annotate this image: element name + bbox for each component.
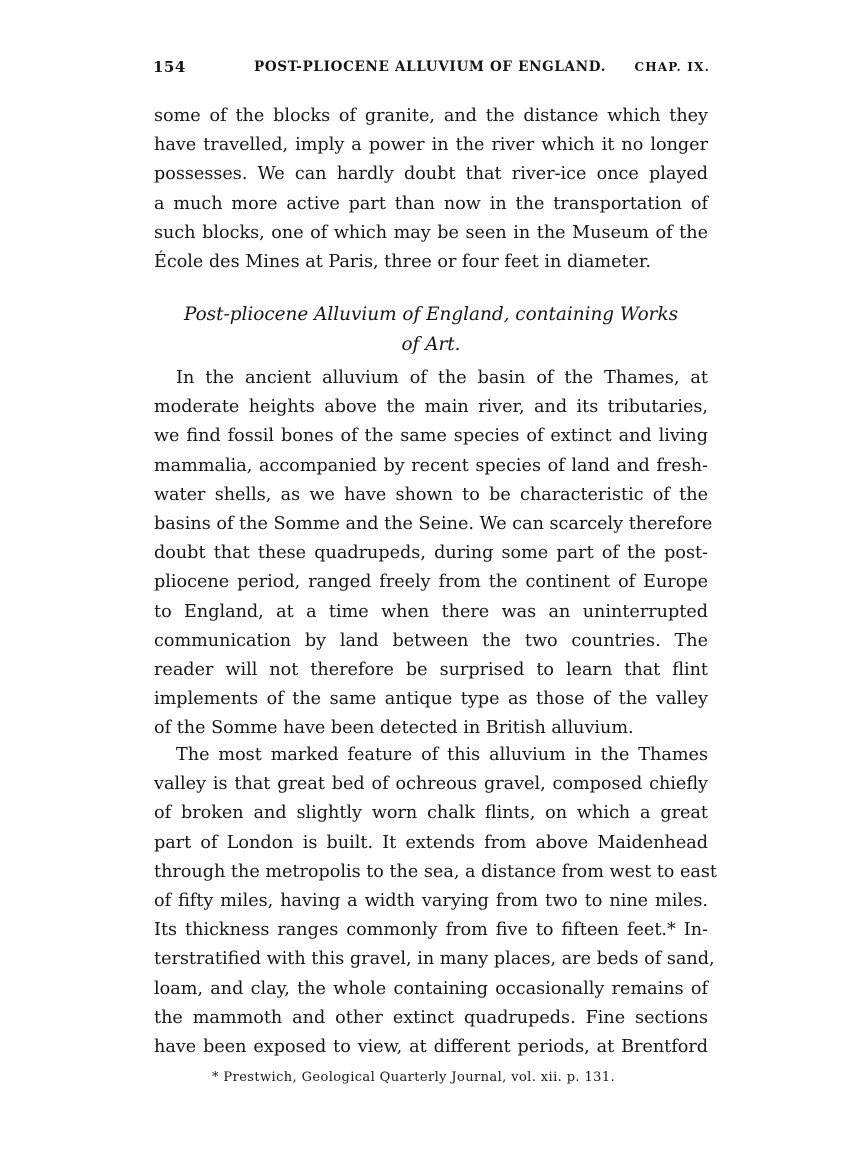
text-line: water shells, as we have shown to be characteristic of the xyxy=(154,484,708,505)
page-number: 154 xyxy=(153,58,186,76)
text-line: have been exposed to view, at different periods, at Brentford xyxy=(154,1036,708,1057)
text-line: loam, and clay, the whole containing occasionally remains of xyxy=(154,978,708,999)
footnote: * Prestwich, Geological Quarterly Journal, vol. xii. p. 131. xyxy=(212,1070,616,1085)
text-line: basins of the Somme and the Seine. We can scarcely therefore xyxy=(154,513,713,534)
text-line: moderate heights above the main river, and its tributaries, xyxy=(154,397,708,418)
text-line: of the Somme have been detected in British alluvium. xyxy=(154,718,634,739)
text-line: communication by land between the two countries. The xyxy=(154,630,708,651)
text-line: implements of the same antique type as those of the valley xyxy=(154,689,708,710)
text-line: Its thickness ranges commonly from five to fifteen feet.* In- xyxy=(154,920,708,941)
text-line: valley is that great bed of ochreous gravel, composed chiefly xyxy=(154,774,708,795)
section-heading-line: Post-pliocene Alluvium of England, containing Works xyxy=(183,304,679,325)
paragraph-ochreous-gravel xyxy=(154,741,717,1062)
text-line: The most marked feature of this alluvium in the Thames xyxy=(176,745,708,765)
text-line: the mammoth and other extinct quadrupeds. Fine sections xyxy=(154,1007,708,1028)
paragraph-thames-alluvium xyxy=(154,364,713,743)
text-line: a much more active part than now in the transportation of xyxy=(154,193,708,214)
section-heading-line: of Art. xyxy=(401,334,461,355)
text-line: École des Mines at Paris, three or four feet in diameter. xyxy=(154,251,651,272)
text-line: through the metropolis to the sea, a distance from west to east xyxy=(154,861,717,882)
text-line: In the ancient alluvium of the basin of the Thames, at xyxy=(176,368,708,388)
text-line: of broken and slightly worn chalk flints, on which a great xyxy=(154,803,708,824)
chapter-reference: CHAP. IX. xyxy=(634,60,710,74)
text-line: such blocks, one of which may be seen in the Museum of the xyxy=(154,222,708,243)
text-line: mammalia, accompanied by recent species of land and fresh- xyxy=(154,455,708,476)
text-line: some of the blocks of granite, and the distance which they xyxy=(154,106,708,126)
text-line: doubt that these quadrupeds, during some part of the post- xyxy=(154,543,708,564)
text-line: reader will not therefore be surprised to learn that flint xyxy=(154,659,708,680)
text-line: terstratified with this gravel, in many places, are beds of sand, xyxy=(154,949,715,970)
text-line: pliocene period, ranged freely from the continent of Europe xyxy=(154,572,708,593)
paragraph-continued xyxy=(154,102,708,277)
text-line: part of London is built. It extends from above Maidenhead xyxy=(154,832,708,853)
text-line: have travelled, imply a power in the river which it no longer xyxy=(154,135,708,156)
text-line: possesses. We can hardly doubt that river-ice once played xyxy=(154,164,708,185)
text-line: we find fossil bones of the same species of extinct and living xyxy=(154,426,708,447)
running-title: POST-PLIOCENE ALLUVIUM OF ENGLAND. xyxy=(254,59,607,75)
section-heading xyxy=(154,300,708,360)
running-head xyxy=(150,58,710,82)
text-line: of fifty miles, having a width varying from two to nine miles. xyxy=(154,890,708,911)
text-line: to England, at a time when there was an uninterrupted xyxy=(154,601,708,622)
